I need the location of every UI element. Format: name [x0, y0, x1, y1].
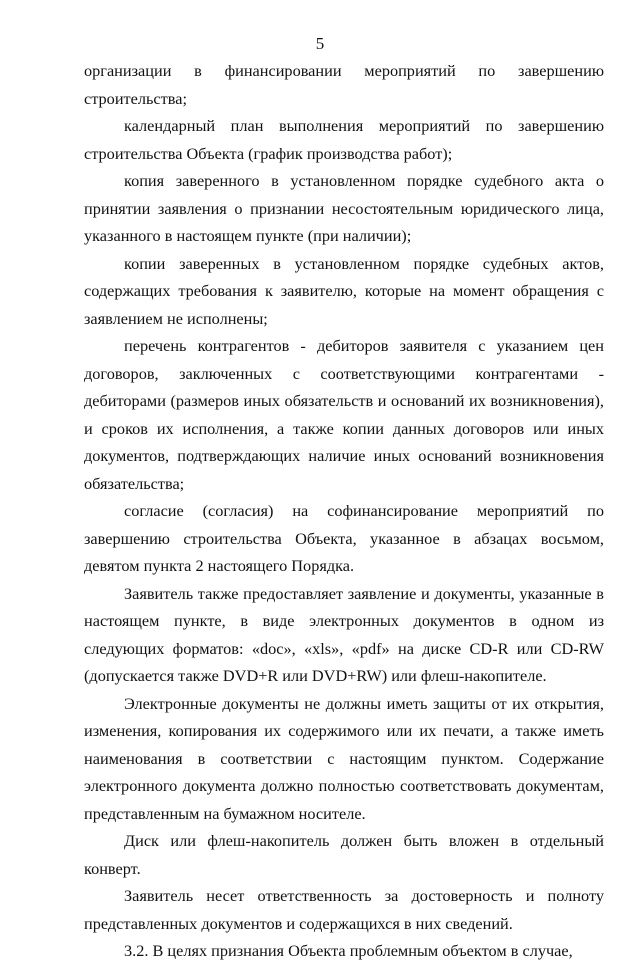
paragraph-envelope: Диск или флеш-накопитель должен быть вложен в отдельный конверт. — [84, 831, 604, 878]
paragraph-electronic-formats: Заявитель также предоставляет заявление и документы, указанные в настоящем пункте, в виде электронных документов в одном из следующих форматов: «doc», «xls», «pdf» на диске CD-R или CD-RW (допускается также DVD+R или DVD+RW) или флеш-накопителе. — [84, 583, 604, 685]
page-number: 5 — [315, 34, 325, 53]
paragraph-electronic-requirements: Электронные документы не должны иметь защиты от их открытия, изменения, копирования их содержимого или их печати, а также иметь наименования в соответствии с настоящим пунктом. Содержание электронного документа должно полностью соответствовать документам, представленным на бумажном носителе. — [84, 693, 604, 823]
paragraph-debtors-list: перечень контрагентов - дебиторов заявителя с указанием цен договоров, заключенных с соответствующими контрагентами - дебиторами (размеров иных обязательств и оснований их возникновения), и сроков их исполнения, а также копии данных договоров или иных документов, подтверждающих наличие иных оснований возникновения обязательства; — [84, 336, 604, 493]
paragraph-court-acts: копии заверенных в установленном порядке судебных актов, содержащих требования к заявителю, которые на момент обращения с заявлением не исполнены; — [84, 253, 604, 328]
paragraph-continuation: организации в финансировании мероприятий по завершению строительства; — [84, 61, 604, 108]
paragraph-work-schedule: календарный план выполнения мероприятий по завершению строительства Объекта (график производства работ); — [84, 116, 604, 163]
document-body — [84, 57, 604, 965]
paragraph-insolvency-copy: копия заверенного в установленном порядке судебного акта о принятии заявления о признании несостоятельным юридического лица, указанного в настоящем пункте (при наличии); — [84, 171, 604, 245]
paragraph-section-3-2: 3.2. В целях признания Объекта проблемным объектом в случае, — [124, 941, 573, 960]
paragraph-cofinancing-consent: согласие (согласия) на софинансирование мероприятий по завершению строительства Объекта, указанное в абзацах восьмом, девятом пункта 2 настоящего Порядка. — [84, 501, 604, 575]
paragraph-responsibility: Заявитель несет ответственность за достоверность и полноту представленных документов и содержащихся в них сведений. — [84, 886, 604, 933]
